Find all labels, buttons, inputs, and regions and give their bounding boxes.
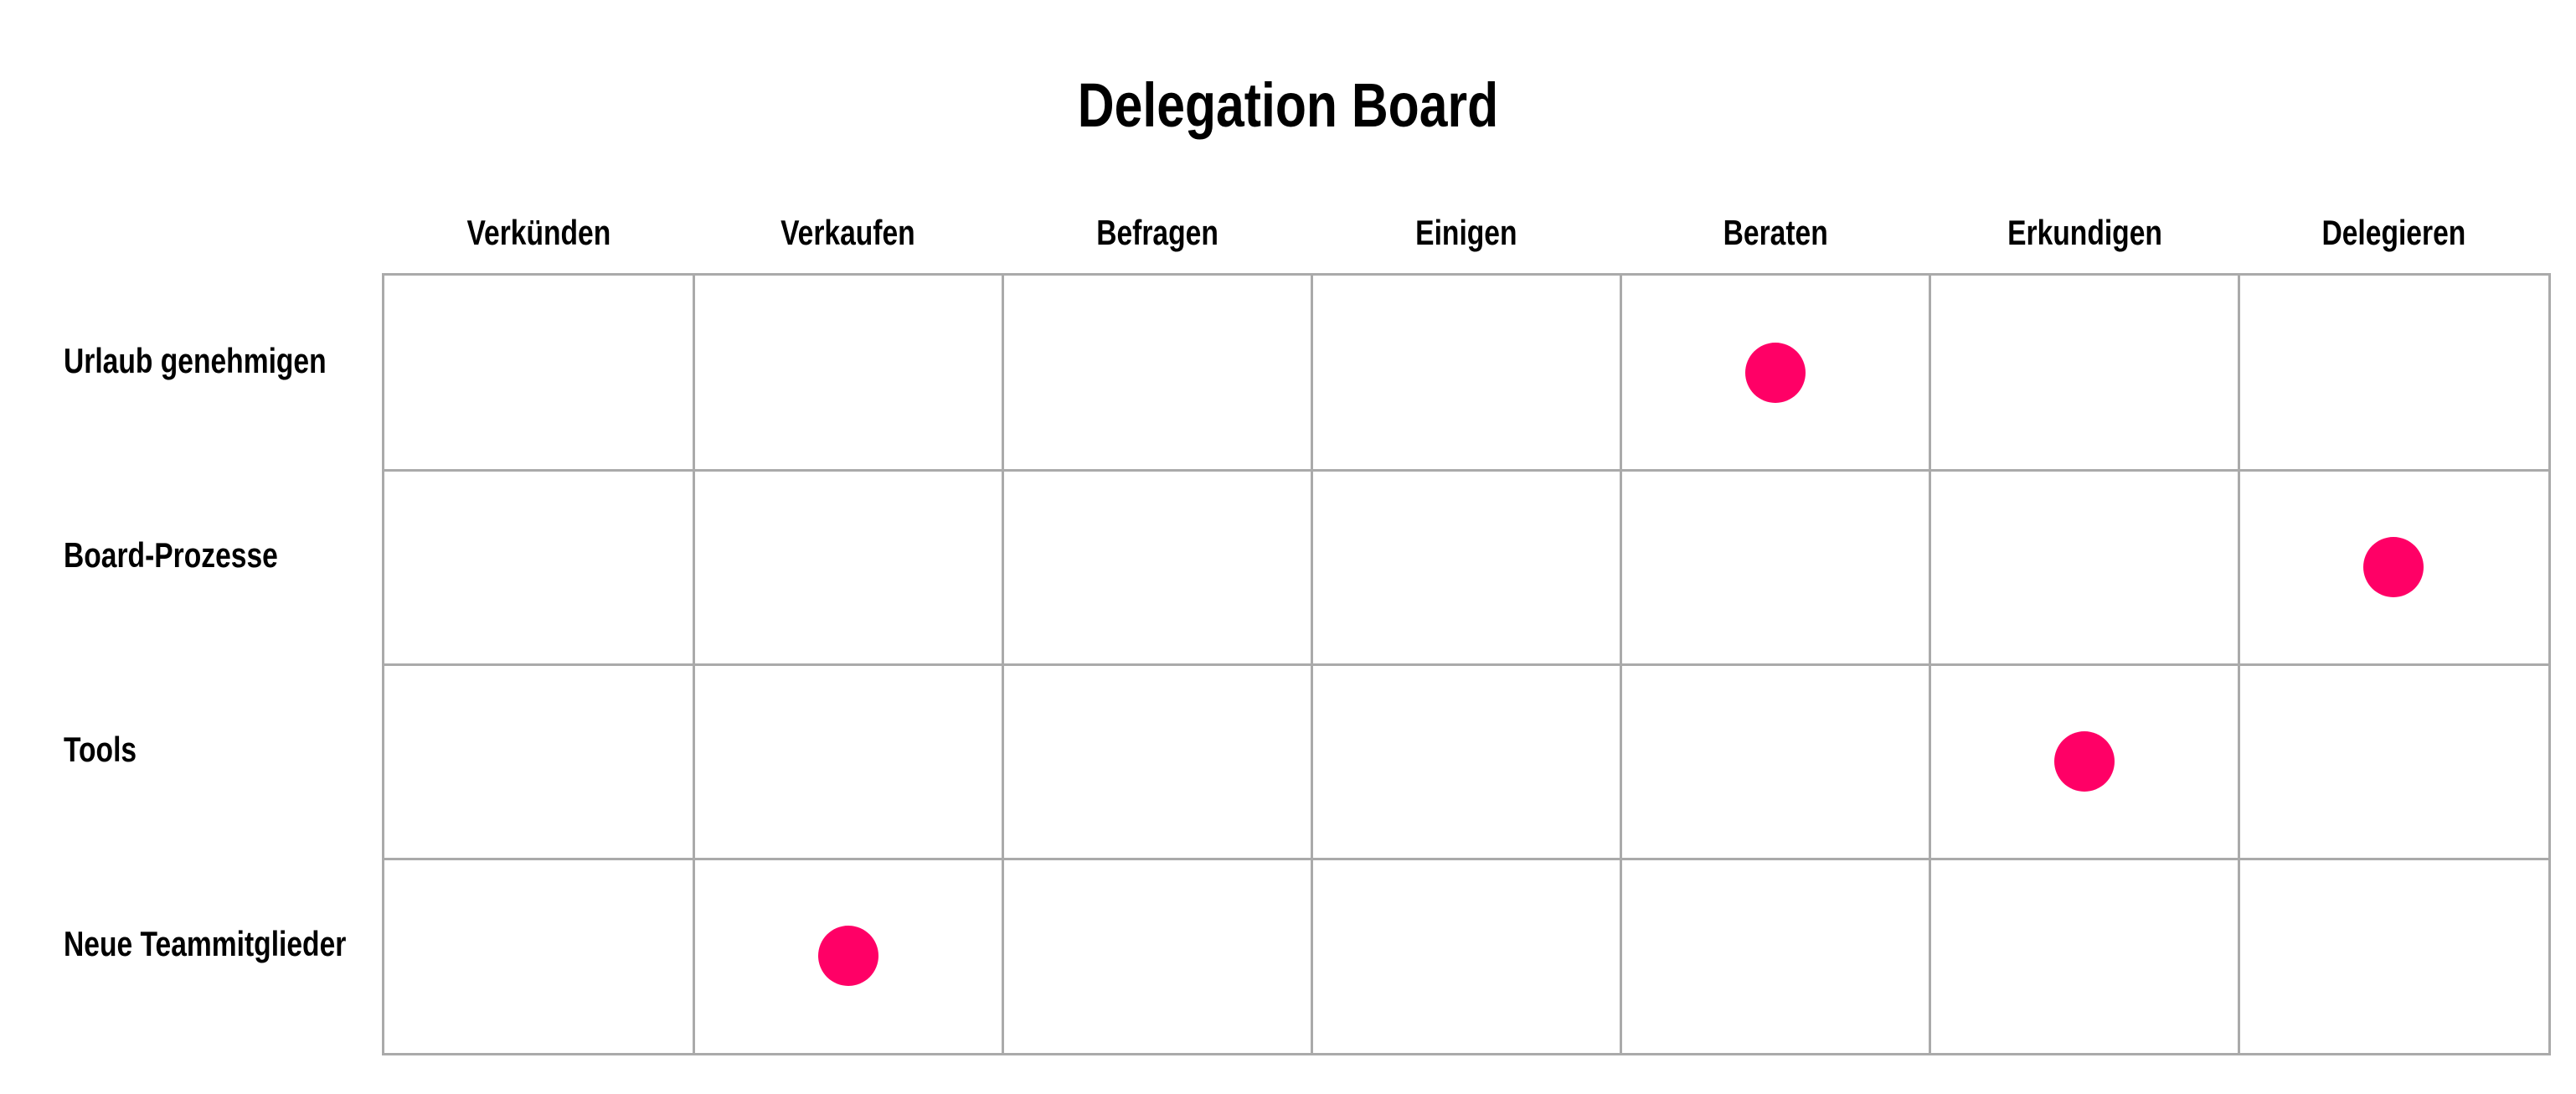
column-header-befragen: Befragen	[1096, 213, 1218, 252]
column-header-verkaufen: Verkaufen	[781, 213, 916, 252]
grid-cell[interactable]	[1930, 470, 2239, 664]
grid-cell[interactable]	[1621, 859, 1930, 1053]
grid-cell[interactable]	[2239, 276, 2548, 470]
grid-cell[interactable]	[1311, 276, 1620, 470]
row-label-urlaub-genehmigen: Urlaub genehmigen	[64, 341, 327, 380]
column-header-beraten: Beraten	[1723, 213, 1828, 252]
grid-cell[interactable]	[1002, 664, 1311, 859]
grid-cell[interactable]	[384, 276, 693, 470]
marker-dot[interactable]	[818, 926, 878, 986]
grid-cell[interactable]	[1311, 470, 1620, 664]
grid-cell[interactable]	[1311, 859, 1620, 1053]
marker-dot[interactable]	[2054, 731, 2115, 792]
grid-cell[interactable]	[384, 664, 693, 859]
grid-cell[interactable]	[693, 664, 1002, 859]
grid-cell[interactable]	[384, 470, 693, 664]
marker-dot[interactable]	[2363, 537, 2424, 597]
column-header-verkuenden: Verkünden	[466, 213, 611, 252]
row-label-board-prozesse: Board-Prozesse	[64, 535, 278, 575]
grid-cell[interactable]	[1930, 859, 2239, 1053]
column-header-delegieren: Delegieren	[2321, 213, 2466, 252]
row-label-tools: Tools	[64, 730, 137, 769]
row-label-neue-teammitglieder: Neue Teammitglieder	[64, 924, 347, 963]
grid-cell[interactable]	[693, 276, 1002, 470]
grid-cell[interactable]	[1930, 276, 2239, 470]
grid-cell[interactable]	[2239, 859, 2548, 1053]
grid-cell[interactable]	[1002, 276, 1311, 470]
grid-cell[interactable]	[1002, 470, 1311, 664]
column-header-einigen: Einigen	[1415, 213, 1517, 252]
delegation-grid	[382, 273, 2551, 1055]
board-title: Delegation Board	[1077, 70, 1499, 140]
grid-cell[interactable]	[1621, 664, 1930, 859]
grid-cell[interactable]	[1311, 664, 1620, 859]
grid-cell[interactable]	[1621, 470, 1930, 664]
grid-cell[interactable]	[1002, 859, 1311, 1053]
grid-cell[interactable]	[384, 859, 693, 1053]
marker-dot[interactable]	[1745, 343, 1806, 403]
column-header-erkundigen: Erkundigen	[2007, 213, 2162, 252]
grid-cell[interactable]	[693, 470, 1002, 664]
grid-cell[interactable]	[2239, 664, 2548, 859]
